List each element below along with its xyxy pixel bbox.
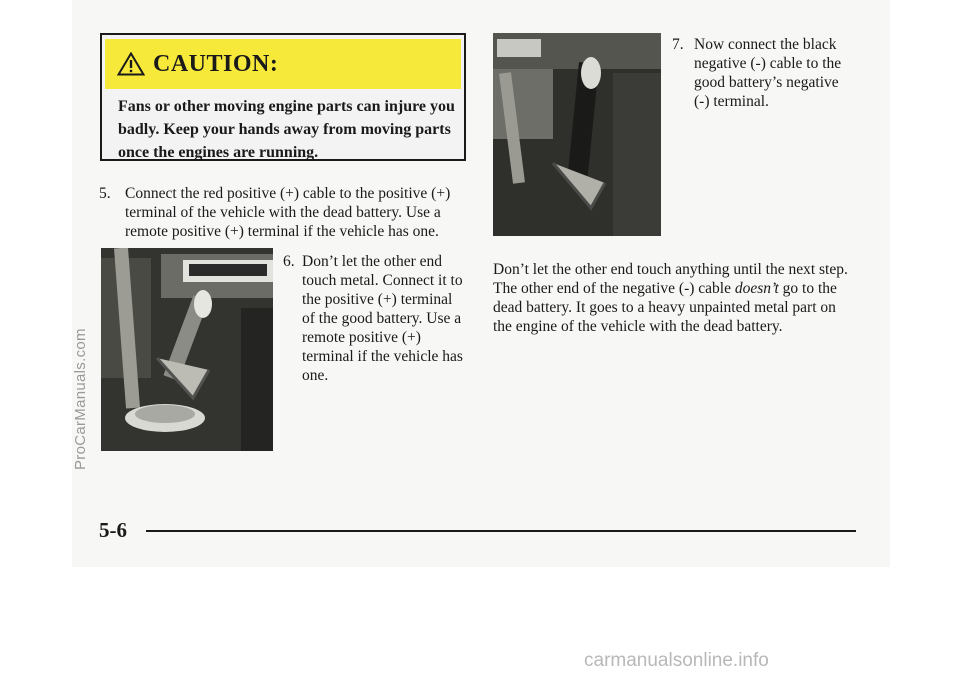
footer-rule	[146, 530, 856, 532]
photo-illustration	[493, 33, 661, 236]
page-number: 5-6	[99, 518, 127, 542]
side-watermark: ProCarManuals.com	[72, 328, 89, 470]
caution-header	[105, 39, 461, 89]
negative-cable-paragraph	[493, 260, 853, 336]
step-text: Don’t let the other end touch metal. Connect it to the positive (+) terminal of the good battery. Use a remote positive (+) terminal if the vehicle has one.	[302, 253, 463, 384]
step-text: Now connect the black negative (-) cable to the good battery’s negative (-) terminal.	[694, 36, 842, 110]
photo-negative-cable-good-battery	[493, 33, 661, 236]
caution-title: CAUTION:	[153, 50, 279, 77]
photo-positive-cable-good-battery	[101, 248, 273, 451]
photo-illustration	[101, 248, 273, 451]
step-number: 7.	[672, 36, 684, 53]
step-number: 6.	[283, 253, 295, 270]
paragraph-text-before: Don’t let the other end touch anything until the next step. The other end of the negative (-) cable	[493, 261, 848, 297]
caution-text: Fans or other moving engine parts can injure you badly. Keep your hands away from moving parts once the engines are running.	[118, 98, 455, 161]
paragraph-emphasis: doesn’t	[734, 280, 779, 297]
step-number: 5.	[99, 185, 111, 202]
step-5	[99, 184, 467, 241]
paragraph-text-after: go to the dead battery. It goes to a heavy unpainted metal part on the engine of the vehicle with the dead battery.	[493, 280, 837, 335]
warning-triangle-icon	[117, 52, 145, 76]
step-7	[672, 35, 854, 111]
bottom-watermark: carmanualsonline.info	[584, 650, 769, 671]
step-6	[283, 252, 463, 385]
step-text: Connect the red positive (+) cable to the positive (+) terminal of the vehicle with the dead battery. Use a remote positive (+) terminal if the vehicle has one.	[125, 185, 451, 240]
caution-box	[100, 33, 466, 161]
